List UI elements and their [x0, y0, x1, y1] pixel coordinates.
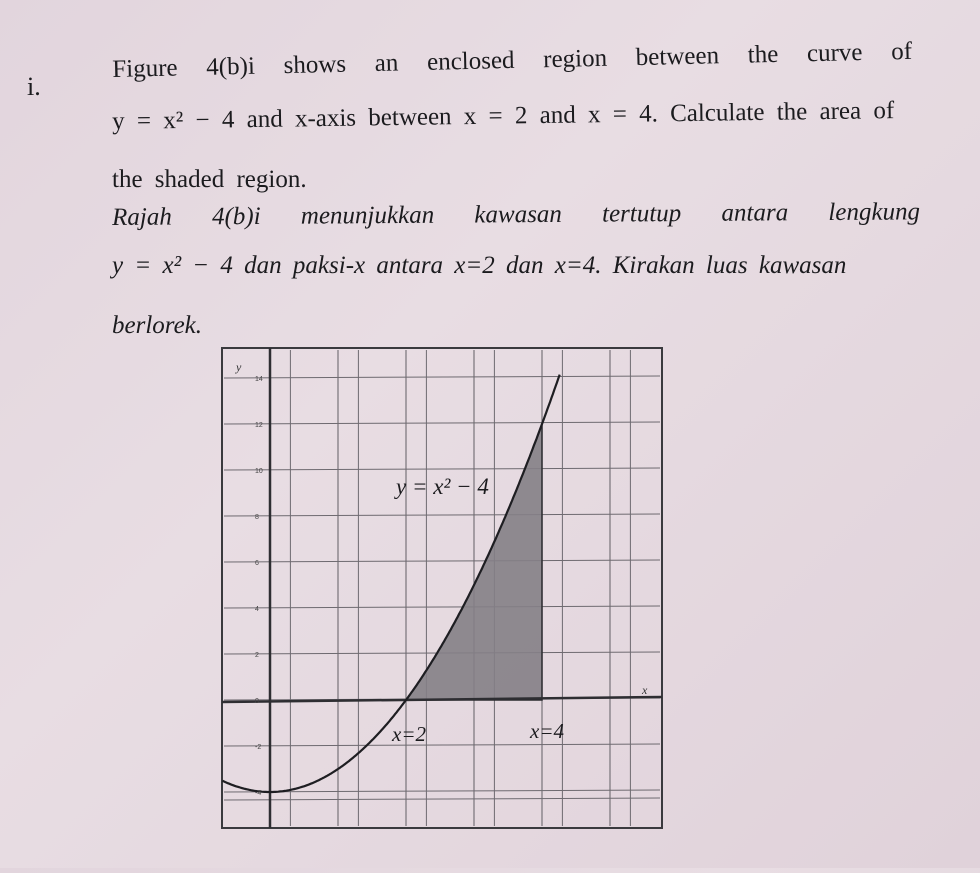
grid-line	[224, 514, 660, 516]
y-tick-label: -4	[255, 790, 262, 797]
y-tick-labels	[255, 376, 263, 797]
grid-line	[224, 798, 660, 800]
english-word: 4(b)i	[205, 52, 256, 81]
english-word: curve	[806, 38, 863, 68]
question-english-line-3: the shaded region.	[112, 166, 307, 193]
question-malay-line-3: berlorek.	[112, 312, 203, 339]
malay-word: antara	[721, 199, 789, 227]
y-tick-label: 2	[255, 652, 259, 659]
y-tick-label: 0	[255, 698, 259, 705]
graph-grid	[224, 350, 660, 826]
english-word: the	[747, 40, 779, 69]
malay-word: lengkung	[828, 198, 921, 226]
y-tick-label: 4	[255, 606, 259, 613]
english-word: enclosed	[426, 46, 515, 76]
y-tick-label: 14	[255, 376, 263, 383]
y-tick-label: 8	[255, 514, 259, 521]
grid-line	[224, 468, 660, 470]
english-word: shows	[283, 50, 347, 80]
question-english-line-2: y = x² − 4 and x-axis between x = 2 and x = 4. Calculate the area of	[112, 97, 895, 135]
curve-equation-label: y = x² − 4	[396, 474, 489, 499]
malay-word: Rajah	[112, 203, 172, 231]
english-word: between	[635, 42, 720, 72]
y-tick-label: 10	[255, 468, 263, 475]
x-equals-4-label: x=4	[530, 719, 564, 743]
english-word: Figure	[112, 54, 178, 83]
y-tick-label: 6	[255, 560, 259, 567]
english-word: region	[542, 44, 608, 74]
x-equals-2-label: x=2	[392, 722, 426, 746]
grid-line	[224, 376, 660, 378]
grid-line	[224, 744, 660, 746]
question-number: i.	[27, 72, 41, 101]
malay-word: menunjukkan	[300, 201, 435, 230]
y-tick-label: -2	[255, 744, 262, 751]
grid-line	[224, 422, 660, 424]
graph-frame	[222, 348, 662, 828]
malay-word: 4(b)i	[211, 202, 261, 231]
y-axis-label: y	[236, 360, 242, 374]
grid-line	[224, 606, 660, 608]
grid-line	[224, 560, 660, 562]
x-axis-label: x	[642, 683, 648, 697]
english-word: of	[890, 37, 913, 66]
malay-word: kawasan	[474, 200, 562, 229]
question-malay-line-2: y = x² − 4 dan paksi-x antara x=2 dan x=4. Kirakan luas kawasan	[112, 252, 847, 279]
y-tick-label: 12	[255, 422, 263, 429]
malay-word: tertutup	[601, 200, 682, 228]
english-word: an	[374, 49, 399, 78]
